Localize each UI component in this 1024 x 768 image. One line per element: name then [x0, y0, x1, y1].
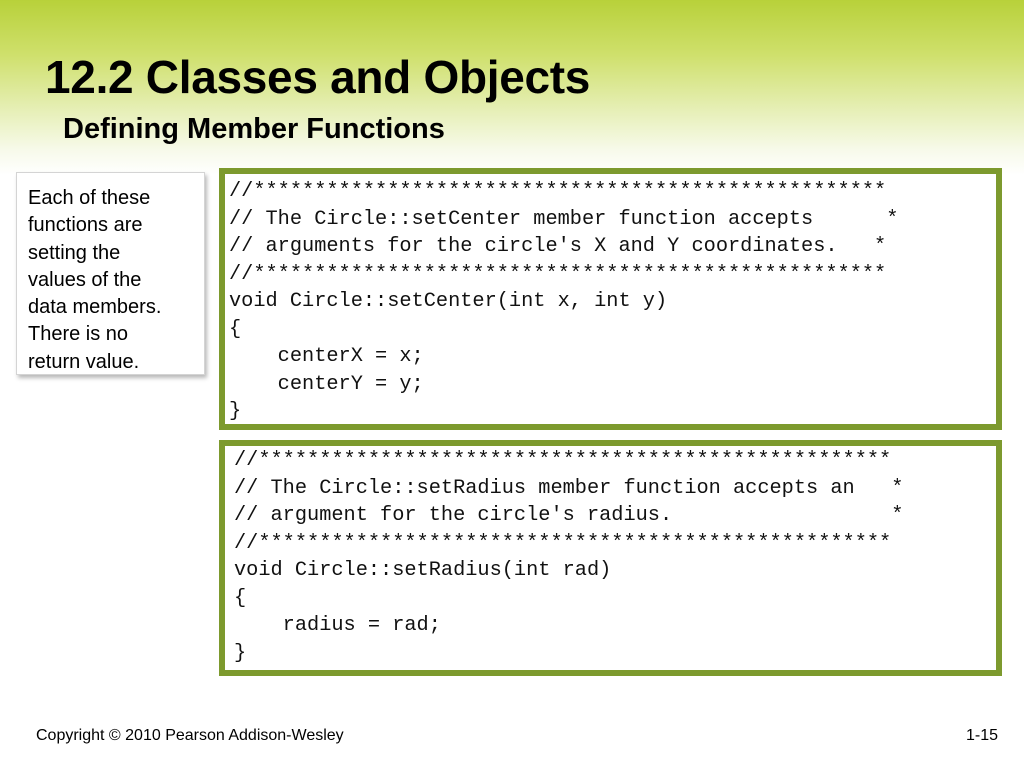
- callout-line: values of the: [28, 268, 142, 291]
- callout-line: There is no: [28, 323, 129, 346]
- slide-title: 12.2 Classes and Objects: [45, 51, 591, 103]
- footer-copyright: Copyright © 2010 Pearson Addison-Wesley: [36, 727, 344, 744]
- code-line: // argument for the circle's radius. *: [234, 504, 904, 527]
- code-line: {: [229, 317, 242, 341]
- code-line: //****************************************************: [234, 449, 892, 472]
- code-line: }: [229, 400, 242, 423]
- code-line: //****************************************************: [229, 262, 887, 286]
- code-line: radius = rad;: [234, 614, 441, 637]
- code-line: // The Circle::setCenter member function accepts *: [229, 207, 899, 231]
- code-line: void Circle::setCenter(int x, int y): [229, 290, 668, 313]
- code-line: // arguments for the circle's X and Y coordinates. *: [229, 235, 887, 258]
- callout-line: setting the: [28, 241, 121, 264]
- slide-subtitle: Defining Member Functions: [63, 113, 445, 145]
- code-line: //****************************************************: [234, 531, 892, 555]
- callout-line: return value.: [28, 350, 140, 373]
- code-line: //****************************************************: [229, 180, 887, 203]
- callout-line: data members.: [28, 296, 162, 319]
- code-line: centerY = y;: [229, 372, 424, 396]
- code-line: }: [234, 641, 247, 665]
- code-line: {: [234, 586, 247, 610]
- code-line: // The Circle::setRadius member function accepts an *: [234, 476, 904, 500]
- explanation-callout: [16, 172, 205, 375]
- code-block-set-center: [219, 168, 1002, 430]
- callout-line: functions are: [28, 214, 143, 237]
- footer-page-number: 1-15: [965, 727, 998, 744]
- code-line: centerX = x;: [229, 345, 424, 368]
- callout-line: Each of these: [28, 187, 151, 209]
- code-line: void Circle::setRadius(int rad): [234, 559, 612, 582]
- code-block-set-radius: [219, 440, 1002, 676]
